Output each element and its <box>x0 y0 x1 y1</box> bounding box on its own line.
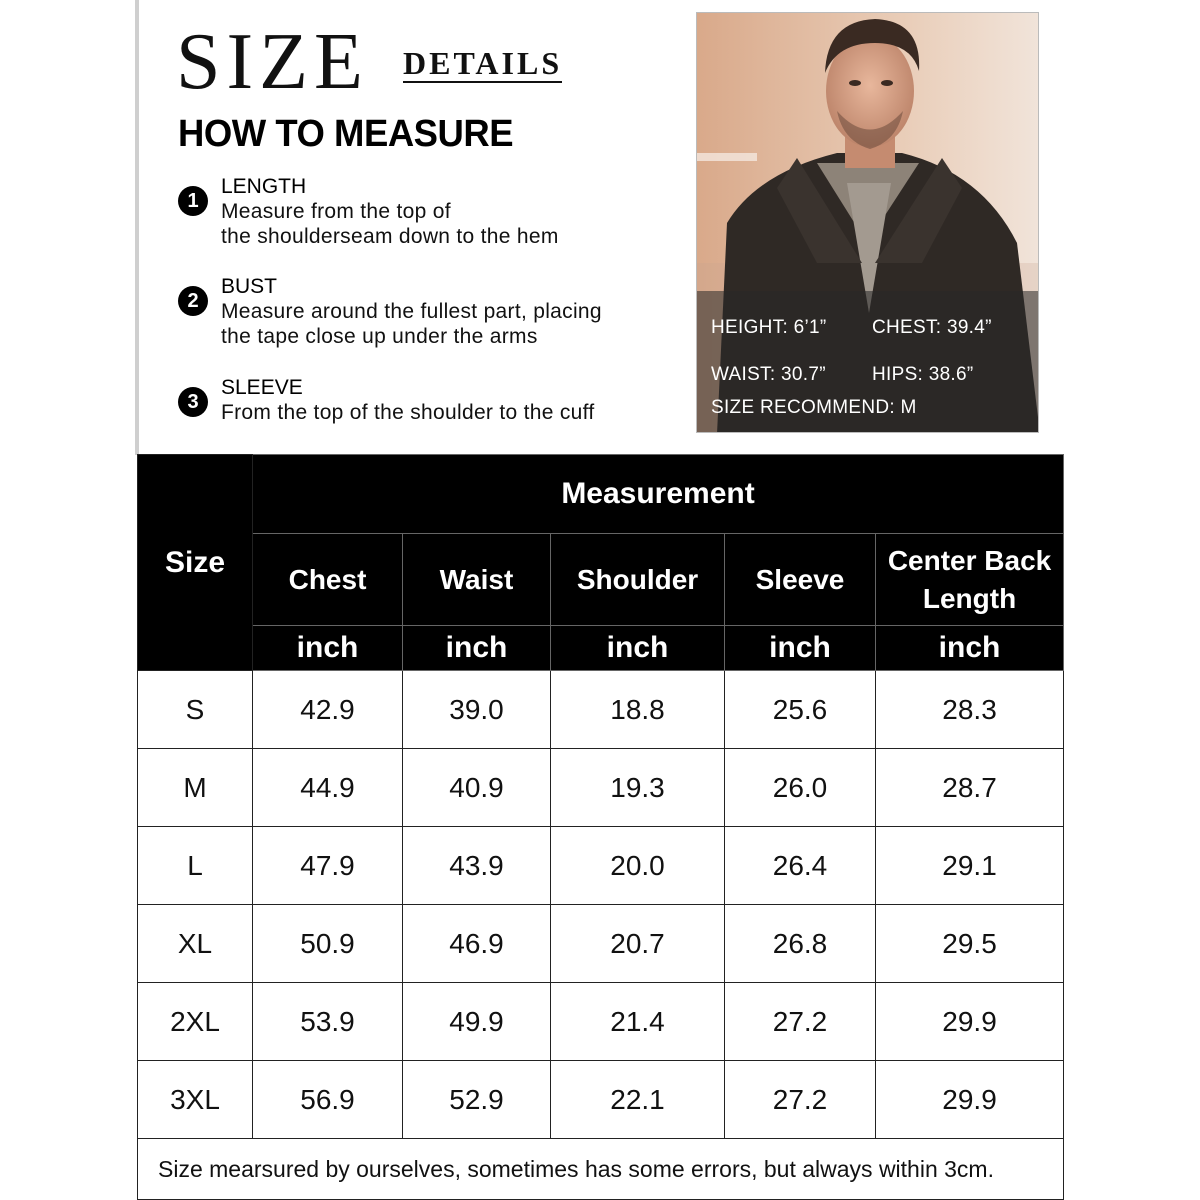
step-description-line: the shoulderseam down to the hem <box>221 225 559 248</box>
value-cell: 28.3 <box>876 671 1064 749</box>
value-cell: 29.9 <box>876 1061 1064 1139</box>
title-size: SIZE <box>176 18 369 106</box>
size-cell: 2XL <box>138 983 253 1061</box>
value-cell: 26.4 <box>725 827 876 905</box>
step-number-1: 1 <box>178 186 208 216</box>
step-description-line: Measure around the fullest part, placing <box>221 300 602 323</box>
table-row <box>138 749 1064 827</box>
table-footnote: Size mearsured by ourselves, sometimes has some errors, but always within 3cm. <box>138 1139 1064 1200</box>
unit-sleeve: inch <box>725 626 876 671</box>
table-row <box>138 671 1064 749</box>
table-row <box>138 1061 1064 1139</box>
step-description-line: Measure from the top of <box>221 200 451 223</box>
size-cell: M <box>138 749 253 827</box>
size-cell: XL <box>138 905 253 983</box>
step-description-line: the tape close up under the arms <box>221 325 538 348</box>
model-photo <box>696 12 1039 433</box>
value-cell: 40.9 <box>403 749 551 827</box>
value-cell: 29.1 <box>876 827 1064 905</box>
value-cell: 27.2 <box>725 1061 876 1139</box>
size-cell: L <box>138 827 253 905</box>
model-waist: WAIST: 30.7” <box>711 364 826 385</box>
header-chest: Chest <box>253 534 403 626</box>
table-row <box>138 983 1064 1061</box>
value-cell: 29.5 <box>876 905 1064 983</box>
left-divider <box>135 0 139 455</box>
model-chest: CHEST: 39.4” <box>872 317 992 338</box>
size-cell: S <box>138 671 253 749</box>
value-cell: 42.9 <box>253 671 403 749</box>
header-waist: Waist <box>403 534 551 626</box>
how-to-measure-heading: HOW TO MEASURE <box>178 113 514 155</box>
step-description <box>221 199 559 249</box>
header-measurement: Measurement <box>253 455 1064 534</box>
header-center-back-length: Center Back Length <box>876 534 1064 626</box>
step-description-line: From the top of the shoulder to the cuff <box>221 401 595 424</box>
step-label: LENGTH <box>221 175 307 198</box>
value-cell: 44.9 <box>253 749 403 827</box>
size-cell: 3XL <box>138 1061 253 1139</box>
header-shoulder: Shoulder <box>551 534 725 626</box>
unit-center-back-length: inch <box>876 626 1064 671</box>
value-cell: 46.9 <box>403 905 551 983</box>
value-cell: 20.7 <box>551 905 725 983</box>
value-cell: 27.2 <box>725 983 876 1061</box>
model-hips: HIPS: 38.6” <box>872 364 974 385</box>
value-cell: 56.9 <box>253 1061 403 1139</box>
value-cell: 22.1 <box>551 1061 725 1139</box>
value-cell: 19.3 <box>551 749 725 827</box>
value-cell: 20.0 <box>551 827 725 905</box>
header-size: Size <box>138 455 253 671</box>
step-number-2: 2 <box>178 286 208 316</box>
value-cell: 25.6 <box>725 671 876 749</box>
title-details: DETAILS <box>403 45 563 81</box>
value-cell: 39.0 <box>403 671 551 749</box>
value-cell: 52.9 <box>403 1061 551 1139</box>
value-cell: 29.9 <box>876 983 1064 1061</box>
value-cell: 28.7 <box>876 749 1064 827</box>
table-row <box>138 827 1064 905</box>
value-cell: 53.9 <box>253 983 403 1061</box>
value-cell: 50.9 <box>253 905 403 983</box>
value-cell: 26.8 <box>725 905 876 983</box>
value-cell: 47.9 <box>253 827 403 905</box>
step-description <box>221 299 602 349</box>
step-label: BUST <box>221 275 278 298</box>
value-cell: 43.9 <box>403 827 551 905</box>
size-chart-table <box>137 454 1064 1200</box>
value-cell: 21.4 <box>551 983 725 1061</box>
value-cell: 49.9 <box>403 983 551 1061</box>
step-label: SLEEVE <box>221 376 303 399</box>
unit-shoulder: inch <box>551 626 725 671</box>
value-cell: 18.8 <box>551 671 725 749</box>
model-height: HEIGHT: 6’1” <box>711 317 827 338</box>
unit-chest: inch <box>253 626 403 671</box>
step-number-3: 3 <box>178 387 208 417</box>
header-sleeve: Sleeve <box>725 534 876 626</box>
value-cell: 26.0 <box>725 749 876 827</box>
table-row <box>138 905 1064 983</box>
unit-waist: inch <box>403 626 551 671</box>
model-stats-panel <box>697 291 1038 433</box>
step-description <box>221 400 595 425</box>
model-size-recommend: SIZE RECOMMEND: M <box>711 397 917 418</box>
